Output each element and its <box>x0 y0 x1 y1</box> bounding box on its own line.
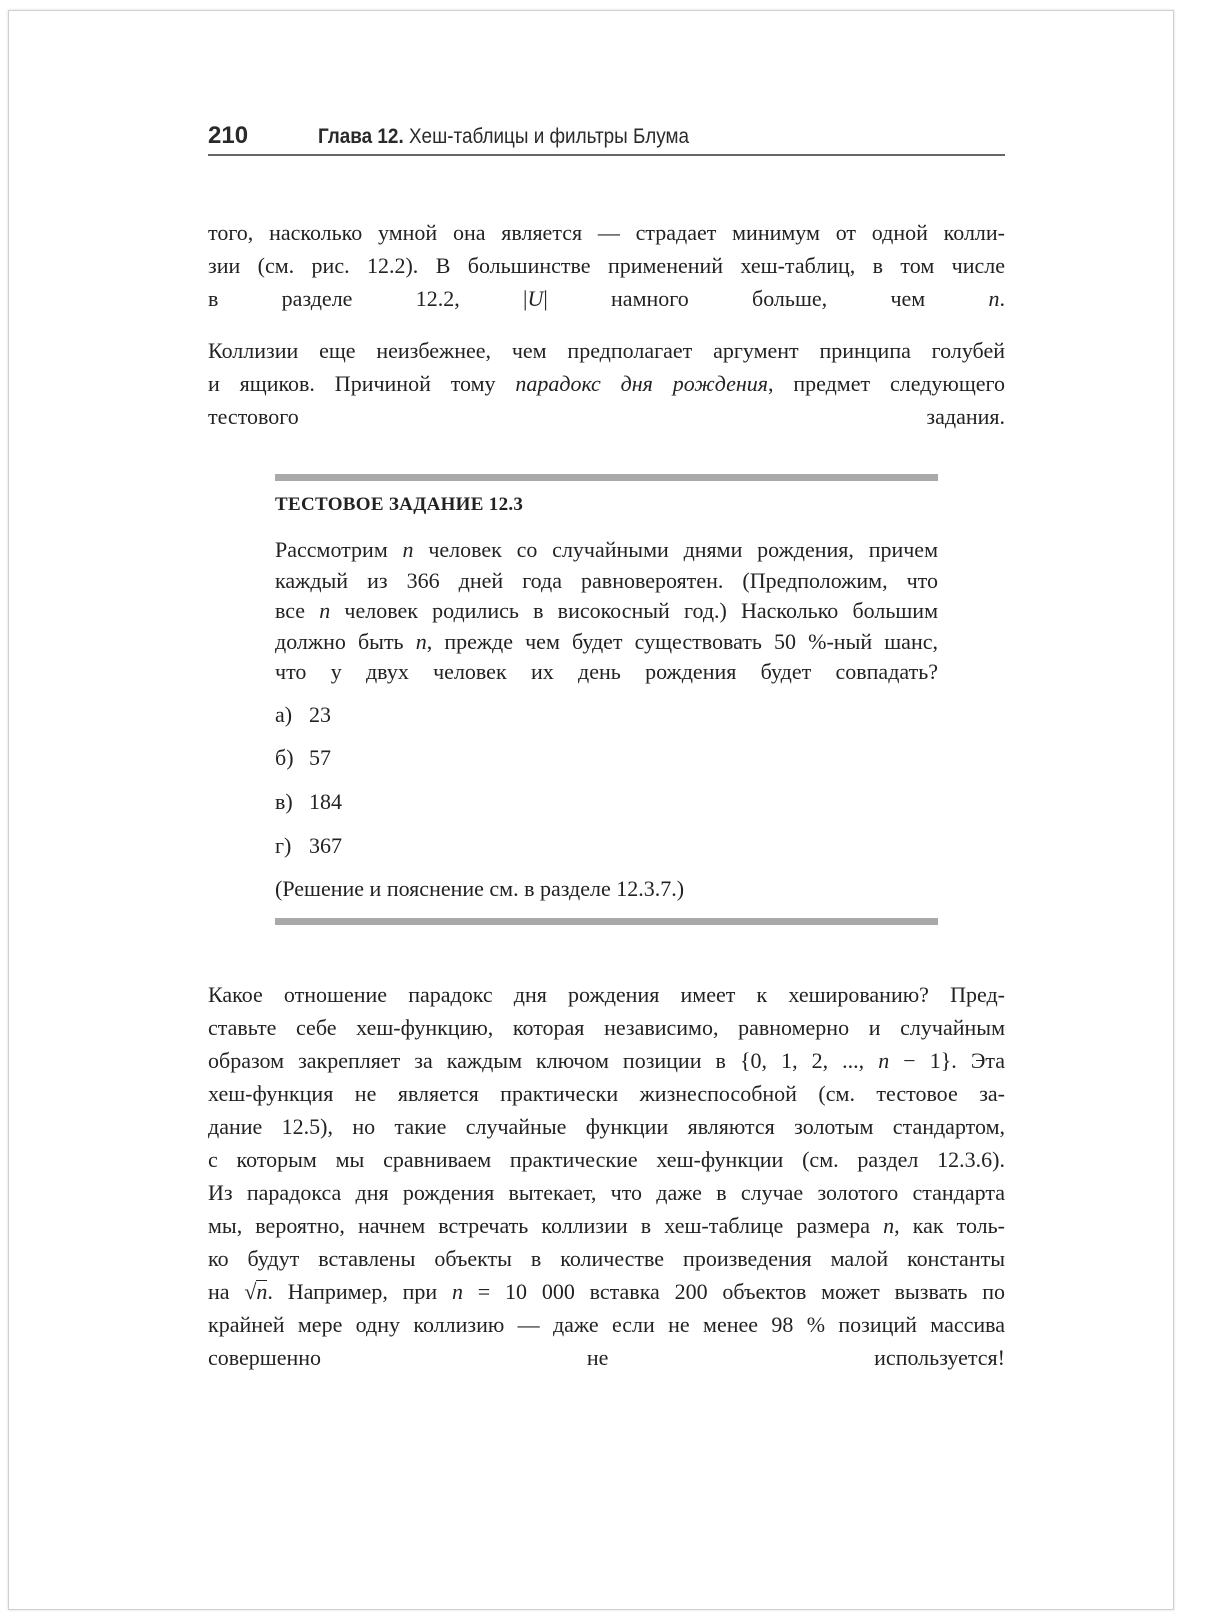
text-run: в разделе 12.2, | <box>208 286 528 311</box>
text-run: | намного больше, чем <box>543 286 989 311</box>
quiz-question <box>275 535 938 688</box>
quiz-option-c <box>275 789 342 815</box>
text-run: и ящиков. Причиной тому <box>208 371 516 396</box>
text-run: все <box>275 598 320 623</box>
paragraph-2 <box>208 334 1005 433</box>
text-line <box>208 1209 1005 1242</box>
text-line <box>275 657 938 688</box>
quiz-note: (Решение и пояснение см. в разделе 12.3.7.) <box>275 876 685 901</box>
text-run: крайней мере одну коллизию — даже если не менее 98 % позиций массива <box>208 1312 1005 1337</box>
text-run: мы, вероятно, начнем встречать коллизии в хеш-таблице размера <box>208 1213 884 1238</box>
text-run: зии (см. рис. 12.2). В большинстве применений хеш-таблиц, в том числе <box>208 253 1005 278</box>
text-line <box>208 978 1005 1011</box>
option-label: а) <box>275 702 293 727</box>
quiz-option-b <box>275 745 331 771</box>
text-line <box>208 1341 1005 1374</box>
paragraph-1 <box>208 216 1005 315</box>
text-line <box>208 216 1005 249</box>
quiz-bottom-bar <box>275 918 938 925</box>
header-rule <box>208 154 1005 156</box>
text-run: − 1}. Эта <box>889 1048 1005 1073</box>
text-run: совершенно не используется! <box>208 1345 1005 1370</box>
text-line <box>208 1275 1005 1308</box>
italic-text: U <box>527 286 544 311</box>
text-line <box>275 627 938 658</box>
italic-text: n <box>988 286 1000 311</box>
text-run: каждый из 366 дней года равновероятен. (Предположим, что <box>275 567 938 593</box>
text-run: хеш-функция не является практически жизнеспособной (см. тестовое за- <box>208 1081 1005 1106</box>
italic-text: n <box>256 1279 268 1304</box>
text-run: должно быть <box>275 628 416 654</box>
text-line <box>208 1011 1005 1044</box>
running-header <box>318 125 689 149</box>
chapter-title: Хеш-таблицы и фильтры Блума <box>403 125 689 148</box>
text-run: Какое отношение парадокс дня рождения имеет к хешированию? Пред- <box>208 982 1005 1007</box>
text-run: Коллизии еще неизбежнее, чем предполагает аргумент принципа голубей <box>208 338 1005 363</box>
text-run: человек со случайными днями рождения, причем <box>413 537 938 562</box>
text-run: = 10 000 вставка 200 объектов может вызвать по <box>463 1279 1005 1304</box>
text-line <box>208 1110 1005 1143</box>
paragraph-3 <box>208 978 1005 1374</box>
text-run: Рассмотрим <box>275 537 403 562</box>
text-line <box>208 400 1005 433</box>
text-line <box>208 249 1005 282</box>
italic-text: парадокс дня рождения <box>515 371 768 396</box>
text-line <box>208 1308 1005 1341</box>
text-line <box>275 566 938 597</box>
text-run: дание 12.5), но такие случайные функции являются золотым стандартом, <box>208 1114 1005 1139</box>
text-run: Из парадокса дня рождения вытекает, что даже в случае золотого стандарта <box>208 1180 1005 1205</box>
page-number: 210 <box>208 122 249 149</box>
quiz-option-a <box>275 702 331 728</box>
text-run: ставьте себе хеш-функцию, которая независимо, равномерно и случайным <box>208 1015 1005 1040</box>
option-value: 367 <box>309 833 342 858</box>
text-run: человек родились в високосный год.) Насколько большим <box>330 598 939 623</box>
italic-text: n <box>878 1048 890 1073</box>
chapter-label: Глава 12. <box>318 125 404 148</box>
quiz-top-bar <box>275 474 938 481</box>
text-line <box>208 1077 1005 1110</box>
italic-text: n <box>402 537 414 562</box>
text-line <box>208 1143 1005 1176</box>
text-run: . Например, при <box>267 1279 452 1304</box>
text-line <box>208 1044 1005 1077</box>
text-run: , как толь- <box>894 1213 1006 1238</box>
text-run: что у двух человек их день рождения будет совпадать? <box>275 659 938 684</box>
quiz-heading: ТЕСТОВОЕ ЗАДАНИЕ 12.3 <box>275 494 524 515</box>
option-value: 184 <box>309 789 342 814</box>
text-run: на √ <box>208 1279 257 1304</box>
text-run: . <box>999 286 1005 311</box>
italic-text: n <box>415 628 427 654</box>
italic-text: n <box>319 598 331 623</box>
text-run: с которым мы сравниваем практические хеш-функции (см. раздел 12.3.6). <box>208 1147 1005 1172</box>
text-line <box>208 334 1005 367</box>
text-line <box>208 1242 1005 1275</box>
text-run: , предмет следующего <box>768 371 1006 396</box>
text-line <box>275 535 938 566</box>
text-run: того, насколько умной она является — страдает минимум от одной колли- <box>208 220 1005 245</box>
text-line <box>275 596 938 627</box>
option-value: 23 <box>309 702 331 727</box>
text-run: тестового задания. <box>208 404 1005 429</box>
text-line <box>208 282 1005 315</box>
quiz-option-d <box>275 833 342 859</box>
option-label: г) <box>275 833 292 858</box>
text-run: ко будут вставлены объекты в количестве произведения малой константы <box>208 1246 1005 1271</box>
option-label: б) <box>275 745 294 770</box>
italic-text: n <box>452 1279 463 1304</box>
italic-text: n <box>883 1213 895 1238</box>
text-line <box>208 1176 1005 1209</box>
option-value: 57 <box>309 745 331 770</box>
option-label: в) <box>275 789 293 814</box>
text-run: , прежде чем будет существовать 50 %-ный шанс, <box>426 628 938 654</box>
text-run: образом закрепляет за каждым ключом позиции в {0, 1, 2, ..., <box>208 1048 879 1073</box>
text-line <box>208 367 1005 400</box>
